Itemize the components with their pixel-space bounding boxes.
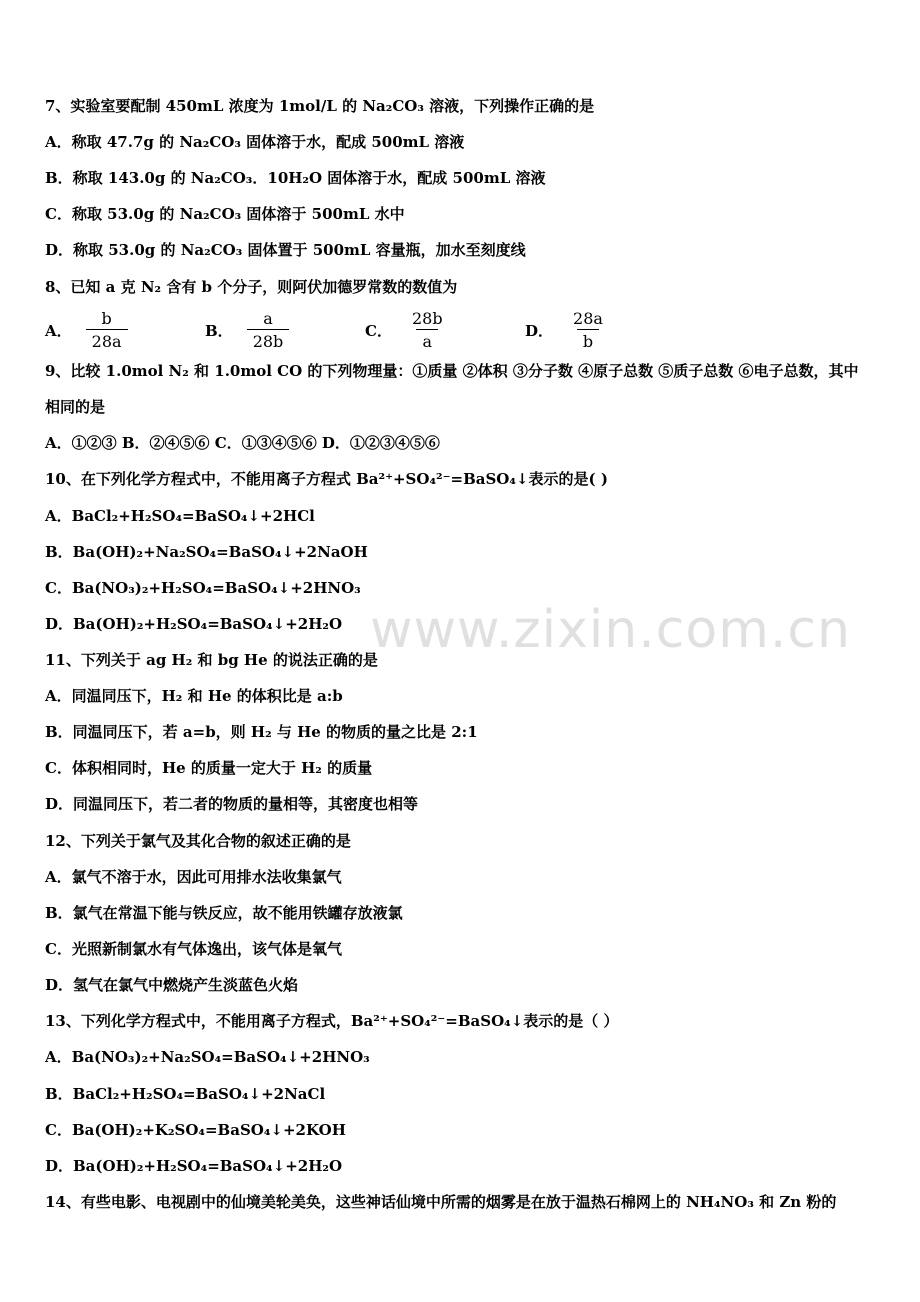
question-14-stem: 14、有些电影、电视剧中的仙境美轮美奂，这些神话仙境中所需的烟雾是在放于温热石棉网上的 NH₄NO₃ 和 Zn 粉的 bbox=[45, 1193, 837, 1211]
question-10-option-c: C．Ba(NO₃)₂+H₂SO₄=BaSO₄↓+2HNO₃ bbox=[45, 579, 361, 597]
question-10-option-b: B．Ba(OH)₂+Na₂SO₄=BaSO₄↓+2NaOH bbox=[45, 543, 368, 561]
question-13-option-d: D．Ba(OH)₂+H₂SO₄=BaSO₄↓+2H₂O bbox=[45, 1157, 343, 1175]
question-11-option-a: A．同温同压下，H₂ 和 He 的体积比是 a:b bbox=[45, 687, 343, 705]
question-8-stem: 8、已知 a 克 N₂ 含有 b 个分子，则阿伏加德罗常数的数值为 bbox=[45, 278, 458, 296]
option-label: B． bbox=[205, 321, 233, 340]
denominator: 28a bbox=[86, 329, 128, 351]
question-8-option-b bbox=[205, 306, 289, 354]
denominator: 28b bbox=[247, 329, 290, 351]
question-12-stem: 12、下列关于氯气及其化合物的叙述正确的是 bbox=[45, 832, 351, 850]
question-7-option-b: B．称取 143.0g 的 Na₂CO₃．10H₂O 固体溶于水，配成 500mL 溶液 bbox=[45, 169, 546, 187]
question-8-option-d bbox=[525, 306, 609, 354]
question-13-option-b: B．BaCl₂+H₂SO₄=BaSO₄↓+2NaCl bbox=[45, 1085, 326, 1103]
question-12-option-c: C．光照新制氯水有气体逸出，该气体是氧气 bbox=[45, 940, 342, 958]
denominator: a bbox=[416, 329, 438, 351]
question-10-option-a: A．BaCl₂+H₂SO₄=BaSO₄↓+2HCl bbox=[45, 507, 315, 525]
numerator: a bbox=[263, 309, 273, 328]
fraction bbox=[567, 309, 609, 351]
question-11-option-d: D．同温同压下，若二者的物质的量相等，其密度也相等 bbox=[45, 795, 419, 813]
question-8-option-a bbox=[45, 306, 128, 354]
question-7-stem: 7、实验室要配制 450mL 浓度为 1mol/L 的 Na₂CO₃ 溶液，下列操作正确的是 bbox=[45, 97, 595, 115]
option-label: D． bbox=[525, 321, 554, 340]
question-12-option-b: B．氯气在常温下能与铁反应，故不能用铁罐存放液氯 bbox=[45, 904, 403, 922]
question-13-option-a: A．Ba(NO₃)₂+Na₂SO₄=BaSO₄↓+2HNO₃ bbox=[45, 1048, 370, 1066]
question-7-option-a: A．称取 47.7g 的 Na₂CO₃ 固体溶于水，配成 500mL 溶液 bbox=[45, 133, 465, 151]
numerator: 28b bbox=[411, 309, 443, 328]
denominator: b bbox=[577, 329, 599, 351]
question-12-option-d: D．氢气在氯气中燃烧产生淡蓝色火焰 bbox=[45, 976, 299, 994]
question-12-option-a: A．氯气不溶于水，因此可用排水法收集氯气 bbox=[45, 868, 342, 886]
question-10-option-d: D．Ba(OH)₂+H₂SO₄=BaSO₄↓+2H₂O bbox=[45, 615, 343, 633]
question-9-stem-continued: 相同的是 bbox=[45, 398, 106, 416]
option-label: A． bbox=[45, 321, 72, 340]
option-label: C． bbox=[365, 321, 392, 340]
question-13-stem: 13、下列化学方程式中，不能用离子方程式，Ba²⁺+SO₄²⁻=BaSO₄↓表示的是（ ） bbox=[45, 1012, 619, 1030]
question-7-option-d: D．称取 53.0g 的 Na₂CO₃ 固体置于 500mL 容量瓶，加水至刻度线 bbox=[45, 241, 526, 259]
question-9-options: A．①②③ B．②④⑤⑥ C．①③④⑤⑥ D．①②③④⑤⑥ bbox=[45, 434, 440, 452]
numerator: b bbox=[101, 309, 112, 328]
question-10-stem: 10、在下列化学方程式中，不能用离子方程式 Ba²⁺+SO₄²⁻=BaSO₄↓表示的是( ) bbox=[45, 470, 608, 488]
question-8-option-c bbox=[365, 306, 449, 354]
question-8-options bbox=[45, 306, 865, 354]
fraction bbox=[86, 309, 128, 351]
question-7-option-c: C．称取 53.0g 的 Na₂CO₃ 固体溶于 500mL 水中 bbox=[45, 205, 405, 223]
question-11-option-c: C．体积相同时，He 的质量一定大于 H₂ 的质量 bbox=[45, 759, 373, 777]
watermark: www.zixin.com.cn bbox=[370, 600, 851, 660]
fraction bbox=[247, 309, 290, 351]
numerator: 28a bbox=[573, 309, 603, 328]
question-11-option-b: B．同温同压下，若 a=b，则 H₂ 与 He 的物质的量之比是 2:1 bbox=[45, 723, 478, 741]
question-11-stem: 11、下列关于 ag H₂ 和 bg He 的说法正确的是 bbox=[45, 651, 378, 669]
question-9-stem: 9、比较 1.0mol N₂ 和 1.0mol CO 的下列物理量：①质量 ②体积 ③分子数 ④原子总数 ⑤质子总数 ⑥电子总数，其中 bbox=[45, 362, 859, 380]
question-13-option-c: C．Ba(OH)₂+K₂SO₄=BaSO₄↓+2KOH bbox=[45, 1121, 346, 1139]
fraction bbox=[406, 309, 449, 351]
